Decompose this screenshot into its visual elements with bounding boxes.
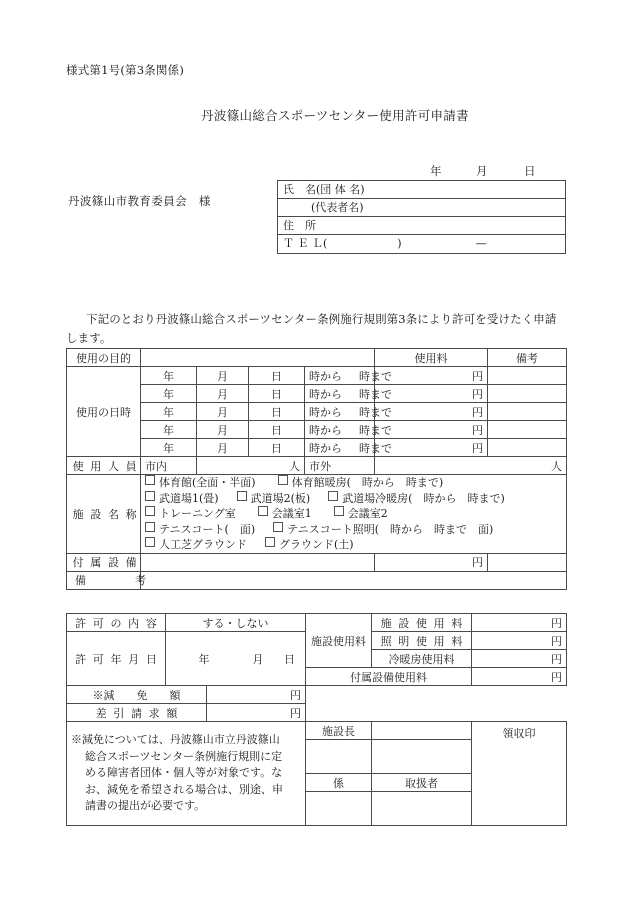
intro-line-1: 下記のとおり丹波篠山総合スポーツセンター条例施行規則第3条により許可を受けたく申請 [86, 312, 557, 326]
fee-lighting-label: 照 明 使 用 料 [372, 632, 472, 650]
fee-equipment-value[interactable]: 円 [472, 668, 567, 686]
facility-line-2 [145, 491, 562, 507]
tel-dash: — [475, 237, 487, 250]
equipment-fee-value[interactable]: 円 [375, 553, 488, 571]
fee-header: 使用料 [375, 349, 488, 367]
users-inside-value[interactable]: 人 [197, 457, 305, 475]
users-label: 使 用 人 員 [67, 457, 141, 475]
purpose-input[interactable] [141, 349, 375, 367]
fee-value-2[interactable]: 円 [375, 385, 488, 403]
datetime-day-5[interactable]: 日 [249, 439, 305, 457]
note-line-4: お、減免を希望される場合は、別途、申 [85, 782, 283, 796]
director-extra-field[interactable] [372, 740, 472, 774]
facility-option-meeting-room-1[interactable]: 会議室1 [271, 507, 312, 520]
applicant-tel-row[interactable] [278, 235, 565, 253]
datetime-day-1[interactable]: 日 [249, 367, 305, 385]
facility-option-dojo-hvac[interactable]: 武道場冷暖房( 時から 時まで) [342, 491, 505, 505]
table-row-users [67, 457, 567, 475]
datetime-day-3[interactable]: 日 [249, 403, 305, 421]
clerk-seal-field[interactable] [306, 792, 372, 826]
facility-option-dojo2[interactable]: 武道場2(板) [250, 491, 311, 505]
datetime-range-5[interactable] [305, 439, 392, 457]
datetime-range-1[interactable] [305, 367, 392, 385]
datetime-from-5: 時から [309, 441, 342, 455]
addressee: 丹波篠山市教育委員会 様 [68, 194, 211, 208]
facility-option-gym-heating[interactable]: 体育館暖房( 時から 時まで) [291, 476, 444, 489]
remarks-header: 備考 [488, 349, 567, 367]
applicant-name-row[interactable]: 氏 名(団 体 名) [278, 181, 565, 199]
permission-date-year: 年 [198, 652, 210, 666]
facility-option-dirt-ground[interactable]: グラウンド(土) [279, 538, 354, 551]
handler-seal-field[interactable] [372, 792, 472, 826]
facility-option-dojo1[interactable]: 武道場1(畳) [159, 491, 219, 505]
note-line-1: ※減免については、丹波篠山市立丹波篠山 [71, 733, 280, 747]
facility-fee-group-label: 施設使用料 [306, 614, 372, 668]
table-row-datetime-3 [67, 403, 567, 421]
date-year-label: 年 [430, 164, 442, 178]
checkbox-icon[interactable] [145, 506, 155, 516]
remarks-input[interactable] [141, 571, 567, 589]
fee-balance-value[interactable]: 円 [207, 704, 306, 722]
fee-equipment-label: 付属設備使用料 [306, 668, 472, 686]
permission-date-label: 許 可 年 月 日 [67, 632, 166, 686]
datetime-month-1[interactable]: 月 [197, 367, 249, 385]
checkbox-icon[interactable] [145, 475, 155, 485]
datetime-range-4[interactable] [305, 421, 392, 439]
fee-reduction-label: ※減 免 額 [67, 686, 207, 704]
table-row-purpose [67, 349, 567, 367]
datetime-to-2: 時まで [359, 387, 392, 401]
facility-line-4 [145, 522, 562, 538]
note-line-3: める障害者団体・個人等が対象です。な [85, 766, 283, 780]
facility-option-tennis-lighting[interactable]: テニスコート照明( 時から 時まで 面) [287, 522, 494, 536]
datetime-to-3: 時まで [359, 405, 392, 419]
tel-paren-close: ) [397, 237, 402, 250]
datetime-day-4[interactable]: 日 [249, 421, 305, 439]
fee-hvac-value[interactable]: 円 [472, 650, 567, 668]
remarks-value-2[interactable] [488, 385, 567, 403]
fee-facility-value[interactable]: 円 [472, 614, 567, 632]
note-line-2: 総合スポーツセンター条例施行規則に定 [85, 749, 283, 763]
facility-line-1 [145, 475, 562, 491]
datetime-month-2[interactable]: 月 [197, 385, 249, 403]
director-label: 施設長 [306, 722, 372, 740]
datetime-month-5[interactable]: 月 [197, 439, 249, 457]
facility-label: 施 設 名 称 [67, 475, 141, 554]
director-seal-field[interactable] [372, 722, 472, 740]
page-title: 丹波篠山総合スポーツセンター使用許可申請書 [201, 108, 469, 123]
table-row-equipment [67, 553, 567, 571]
permission-content-value[interactable]: する・しない [166, 614, 306, 632]
equipment-input[interactable] [141, 553, 375, 571]
receipt-seal-label: 領収印 [472, 722, 567, 826]
datetime-to-4: 時まで [359, 423, 392, 437]
submission-date-line [430, 163, 536, 179]
remarks-value-1[interactable] [488, 367, 567, 385]
fee-hvac-label: 冷暖房使用料 [372, 650, 472, 668]
datetime-from-1: 時から [309, 369, 342, 383]
permission-row-reduction [67, 686, 567, 704]
applicant-representative-row[interactable]: (代表者名) [278, 199, 565, 217]
fee-value-1[interactable]: 円 [375, 367, 488, 385]
datetime-year-1[interactable]: 年 [141, 367, 197, 385]
checkbox-icon[interactable] [265, 537, 275, 547]
equipment-label: 付 属 設 備 [67, 553, 141, 571]
permission-date-day: 日 [284, 652, 295, 666]
users-outside-value[interactable]: 人 [375, 457, 567, 475]
fee-value-5[interactable]: 円 [375, 439, 488, 457]
facility-option-gym[interactable]: 体育館(全面・半面) [159, 476, 256, 489]
permission-row-director [67, 722, 567, 740]
datetime-label: 使用の日時 [67, 367, 141, 457]
checkbox-icon[interactable] [328, 491, 338, 501]
users-inside-label: 市内 [141, 457, 197, 475]
intro-line-2: します。 [66, 331, 112, 345]
permission-content-label: 許 可 の 内 容 [67, 614, 166, 632]
datetime-range-2[interactable] [305, 385, 392, 403]
datetime-month-3[interactable]: 月 [197, 403, 249, 421]
datetime-month-4[interactable]: 月 [197, 421, 249, 439]
checkbox-icon[interactable] [273, 522, 283, 532]
datetime-year-2[interactable]: 年 [141, 385, 197, 403]
applicant-address-row[interactable]: 住 所 [278, 217, 565, 235]
checkbox-icon[interactable] [145, 537, 155, 547]
fee-reduction-value[interactable]: 円 [207, 686, 306, 704]
checkbox-icon[interactable] [237, 491, 247, 501]
permission-date-month: 月 [252, 652, 264, 666]
datetime-range-3[interactable] [305, 403, 392, 421]
facility-option-meeting-room-2[interactable]: 会議室2 [347, 507, 388, 520]
table-row-facility [67, 475, 567, 554]
users-outside-label: 市外 [305, 457, 375, 475]
datetime-to-1: 時まで [359, 369, 392, 383]
datetime-to-5: 時まで [359, 441, 392, 455]
checkbox-icon[interactable] [334, 506, 344, 516]
datetime-year-3[interactable]: 年 [141, 403, 197, 421]
datetime-from-4: 時から [309, 423, 342, 437]
reduction-note [67, 722, 306, 826]
datetime-year-5[interactable]: 年 [141, 439, 197, 457]
date-day-label: 日 [524, 164, 536, 178]
permission-row-balance [67, 704, 567, 722]
fee-lighting-value[interactable]: 円 [472, 632, 567, 650]
facility-line-5 [145, 537, 562, 553]
fee-facility-label: 施 設 使 用 料 [372, 614, 472, 632]
datetime-from-3: 時から [309, 405, 342, 419]
datetime-year-4[interactable]: 年 [141, 421, 197, 439]
datetime-day-2[interactable]: 日 [249, 385, 305, 403]
permission-table [66, 613, 567, 826]
checkbox-icon[interactable] [258, 506, 268, 516]
director-name-field[interactable] [306, 740, 372, 774]
remarks-value-4[interactable] [488, 421, 567, 439]
intro-paragraph [66, 310, 566, 348]
remarks-value-5[interactable] [488, 439, 567, 457]
permission-date-value[interactable] [166, 632, 306, 686]
fee-value-4[interactable]: 円 [375, 421, 488, 439]
tel-label: Ｔ Ｅ Ｌ( [283, 237, 328, 250]
table-row-remarks [67, 571, 567, 589]
date-month-label: 月 [476, 164, 488, 178]
handler-label: 取扱者 [372, 774, 472, 792]
checkbox-icon[interactable] [145, 522, 155, 532]
clerk-label: 係 [306, 774, 372, 792]
remarks-value-3[interactable] [488, 403, 567, 421]
application-table [66, 348, 567, 590]
permission-row-content [67, 614, 567, 632]
checkbox-icon[interactable] [278, 475, 288, 485]
table-row-datetime-4 [67, 421, 567, 439]
fee-value-3[interactable]: 円 [375, 403, 488, 421]
remarks-label: 備 考 [67, 571, 141, 589]
checkbox-icon[interactable] [145, 491, 155, 501]
purpose-label: 使用の目的 [67, 349, 141, 367]
datetime-from-2: 時から [309, 387, 342, 401]
table-row-datetime-2 [67, 385, 567, 403]
note-line-5: 請書の提出が必要です。 [85, 799, 206, 813]
facility-option-turf-ground[interactable]: 人工芝グラウンド [159, 538, 247, 551]
applicant-info-box [277, 180, 566, 254]
table-row-datetime-5 [67, 439, 567, 457]
facility-option-training-room[interactable]: トレーニング室 [159, 507, 236, 520]
facility-option-tennis-court[interactable]: テニスコート( 面) [159, 522, 256, 536]
equipment-remarks[interactable] [488, 553, 567, 571]
table-row-datetime-1 [67, 367, 567, 385]
form-number: 様式第1号(第3条関係) [66, 63, 185, 77]
facility-checkbox-group [141, 475, 567, 554]
fee-balance-label: 差 引 請 求 額 [67, 704, 207, 722]
facility-line-3 [145, 506, 562, 522]
